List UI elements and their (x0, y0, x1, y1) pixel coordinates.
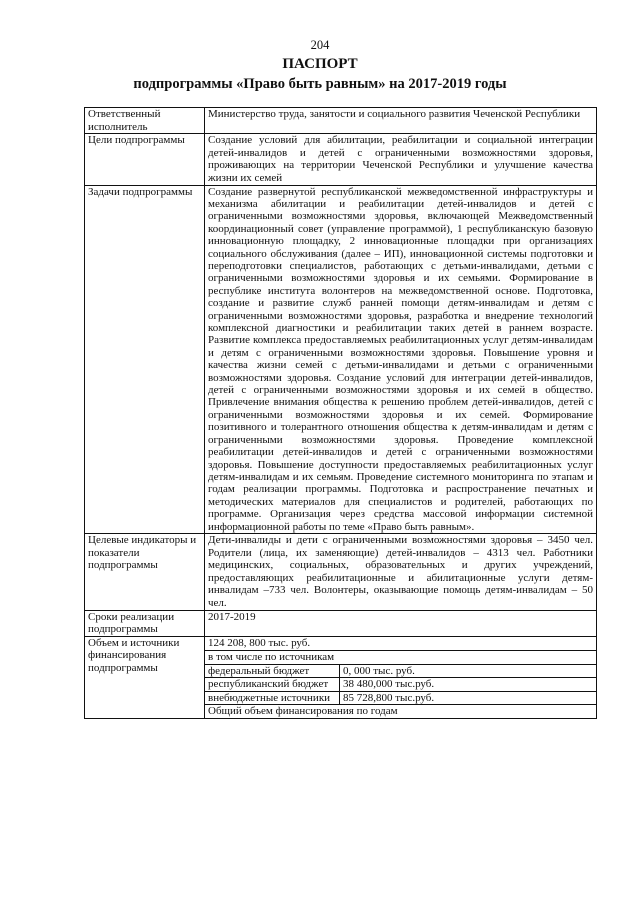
row-value-terms: 2017-2019 (205, 610, 597, 636)
row-value-goals: Создание условий для абилитации, реабилитации и социальной интеграции детей-инвалидов и детей с ограниченными возможностями здоровья, проживающих на территории Чеченской Республики и улучшение качества жизни их семей (205, 134, 597, 185)
financing-including: в том числе по источникам (205, 651, 596, 665)
financing-cell (205, 636, 597, 719)
table-row (85, 108, 597, 134)
row-label-indicators: Целевые индикаторы и показатели подпрограммы (85, 533, 205, 610)
table-row (85, 610, 597, 636)
row-value-responsible: Министерство труда, занятости и социального развития Чеченской Республики (205, 108, 597, 134)
table-row (205, 691, 596, 705)
source-name: внебюджетные источники (205, 691, 340, 705)
table-row (85, 185, 597, 533)
financing-by-years: Общий объем финансирования по годам (208, 705, 398, 718)
source-amount: 85 728,800 тыс.руб. (340, 691, 597, 705)
source-amount: 38 480,000 тыс.руб. (340, 678, 597, 692)
passport-table (84, 107, 597, 719)
table-row (85, 636, 597, 719)
row-label-tasks: Задачи подпрограммы (85, 185, 205, 533)
row-label-responsible: Ответственный исполнитель (85, 108, 205, 134)
source-name: федеральный бюджет (205, 665, 340, 678)
table-row (85, 134, 597, 185)
table-row (85, 533, 597, 610)
document-subtitle: подпрограммы «Право быть равным» на 2017-2019 годы (133, 76, 507, 92)
document-title: ПАСПОРТ (282, 56, 358, 72)
row-label-terms: Сроки реализации подпрограммы (85, 610, 205, 636)
row-value-tasks: Создание развернутой республиканской межведомственной инфраструктуры и механизма абилитации и реабилитации детей-инвалидов и детей с ограниченными возможностями здоровья, включающей Межведомственный координационный совет (управление программой), 1 республиканскую базовую инновационную площадку, 2 инновационные площадки при организациях социального обслуживания (далее – ИП), инновационной системы подготовки и переподготовки специалистов, работающих с детьми-инвалидами, детьми с ограниченными возможностями здоровья и их семьями. Формирование в республике института волонтеров на межведомственной основе. Подготовка, создание и развитие служб ранней помощи детям-инвалидам и детям с ограниченными возможностями здоровья, разработка и внедрение технологий комплексной диагностики и реабилитации таких детей в раннем возрасте. Развитие комплекса предоставляемых реабилитационных услуг детям-инвалидам и детям с ограниченными возможностями здоровья. Повышение уровня и качества жизни семей с детьми-инвалидами и детьми с ограниченными возможностями здоровья. Создание условий для интеграции детей-инвалидов, детей с ограниченными возможностями здоровья и их семей в общество. Привлечение внимания общества к решению проблем детей-инвалидов, детей с ограниченными возможностями здоровья и их семей. Формирование позитивного и толерантного отношения общества к детям-инвалидам и детям с ограниченными возможностями здоровья. Проведение комплексной реабилитации детей-инвалидов и детей с ограниченными возможностями здоровья. Повышение доступности предоставляемых реабилитационных услуг детям-инвалидам и их семьям. Проведение системного мониторинга по этапам и годам реализации программы. Подготовка и распространение печатных и методических материалов для специалистов и родителей, работающих по программе. Организация через средства массовой информации системной информационной работы по теме «Право быть равным». (205, 185, 597, 533)
row-value-indicators: Дети-инвалиды и дети с ограниченными возможностями здоровья – 3450 чел. Родители (лица, их заменяющие) детей-инвалидов – 4313 чел. Работники медицинских, социальных, образовательных и других учреждений, предоставляющих реабилитационные и абилитационные услуги детям-инвалидам –733 чел. Волонтеры, оказывающие помощь детям-инвалидам – 50 чел. (205, 533, 597, 610)
row-label-goals: Цели подпрограммы (85, 134, 205, 185)
table-row (205, 665, 596, 678)
table-row (205, 678, 596, 692)
row-label-financing: Объем и источники финансирования подпрограммы (85, 636, 205, 719)
financing-total: 124 208, 800 тыс. руб. (205, 637, 596, 651)
financing-sources-table (205, 665, 596, 706)
page-number: 204 (310, 38, 330, 52)
source-amount: 0, 000 тыс. руб. (340, 665, 597, 678)
source-name: республиканский бюджет (205, 678, 340, 692)
